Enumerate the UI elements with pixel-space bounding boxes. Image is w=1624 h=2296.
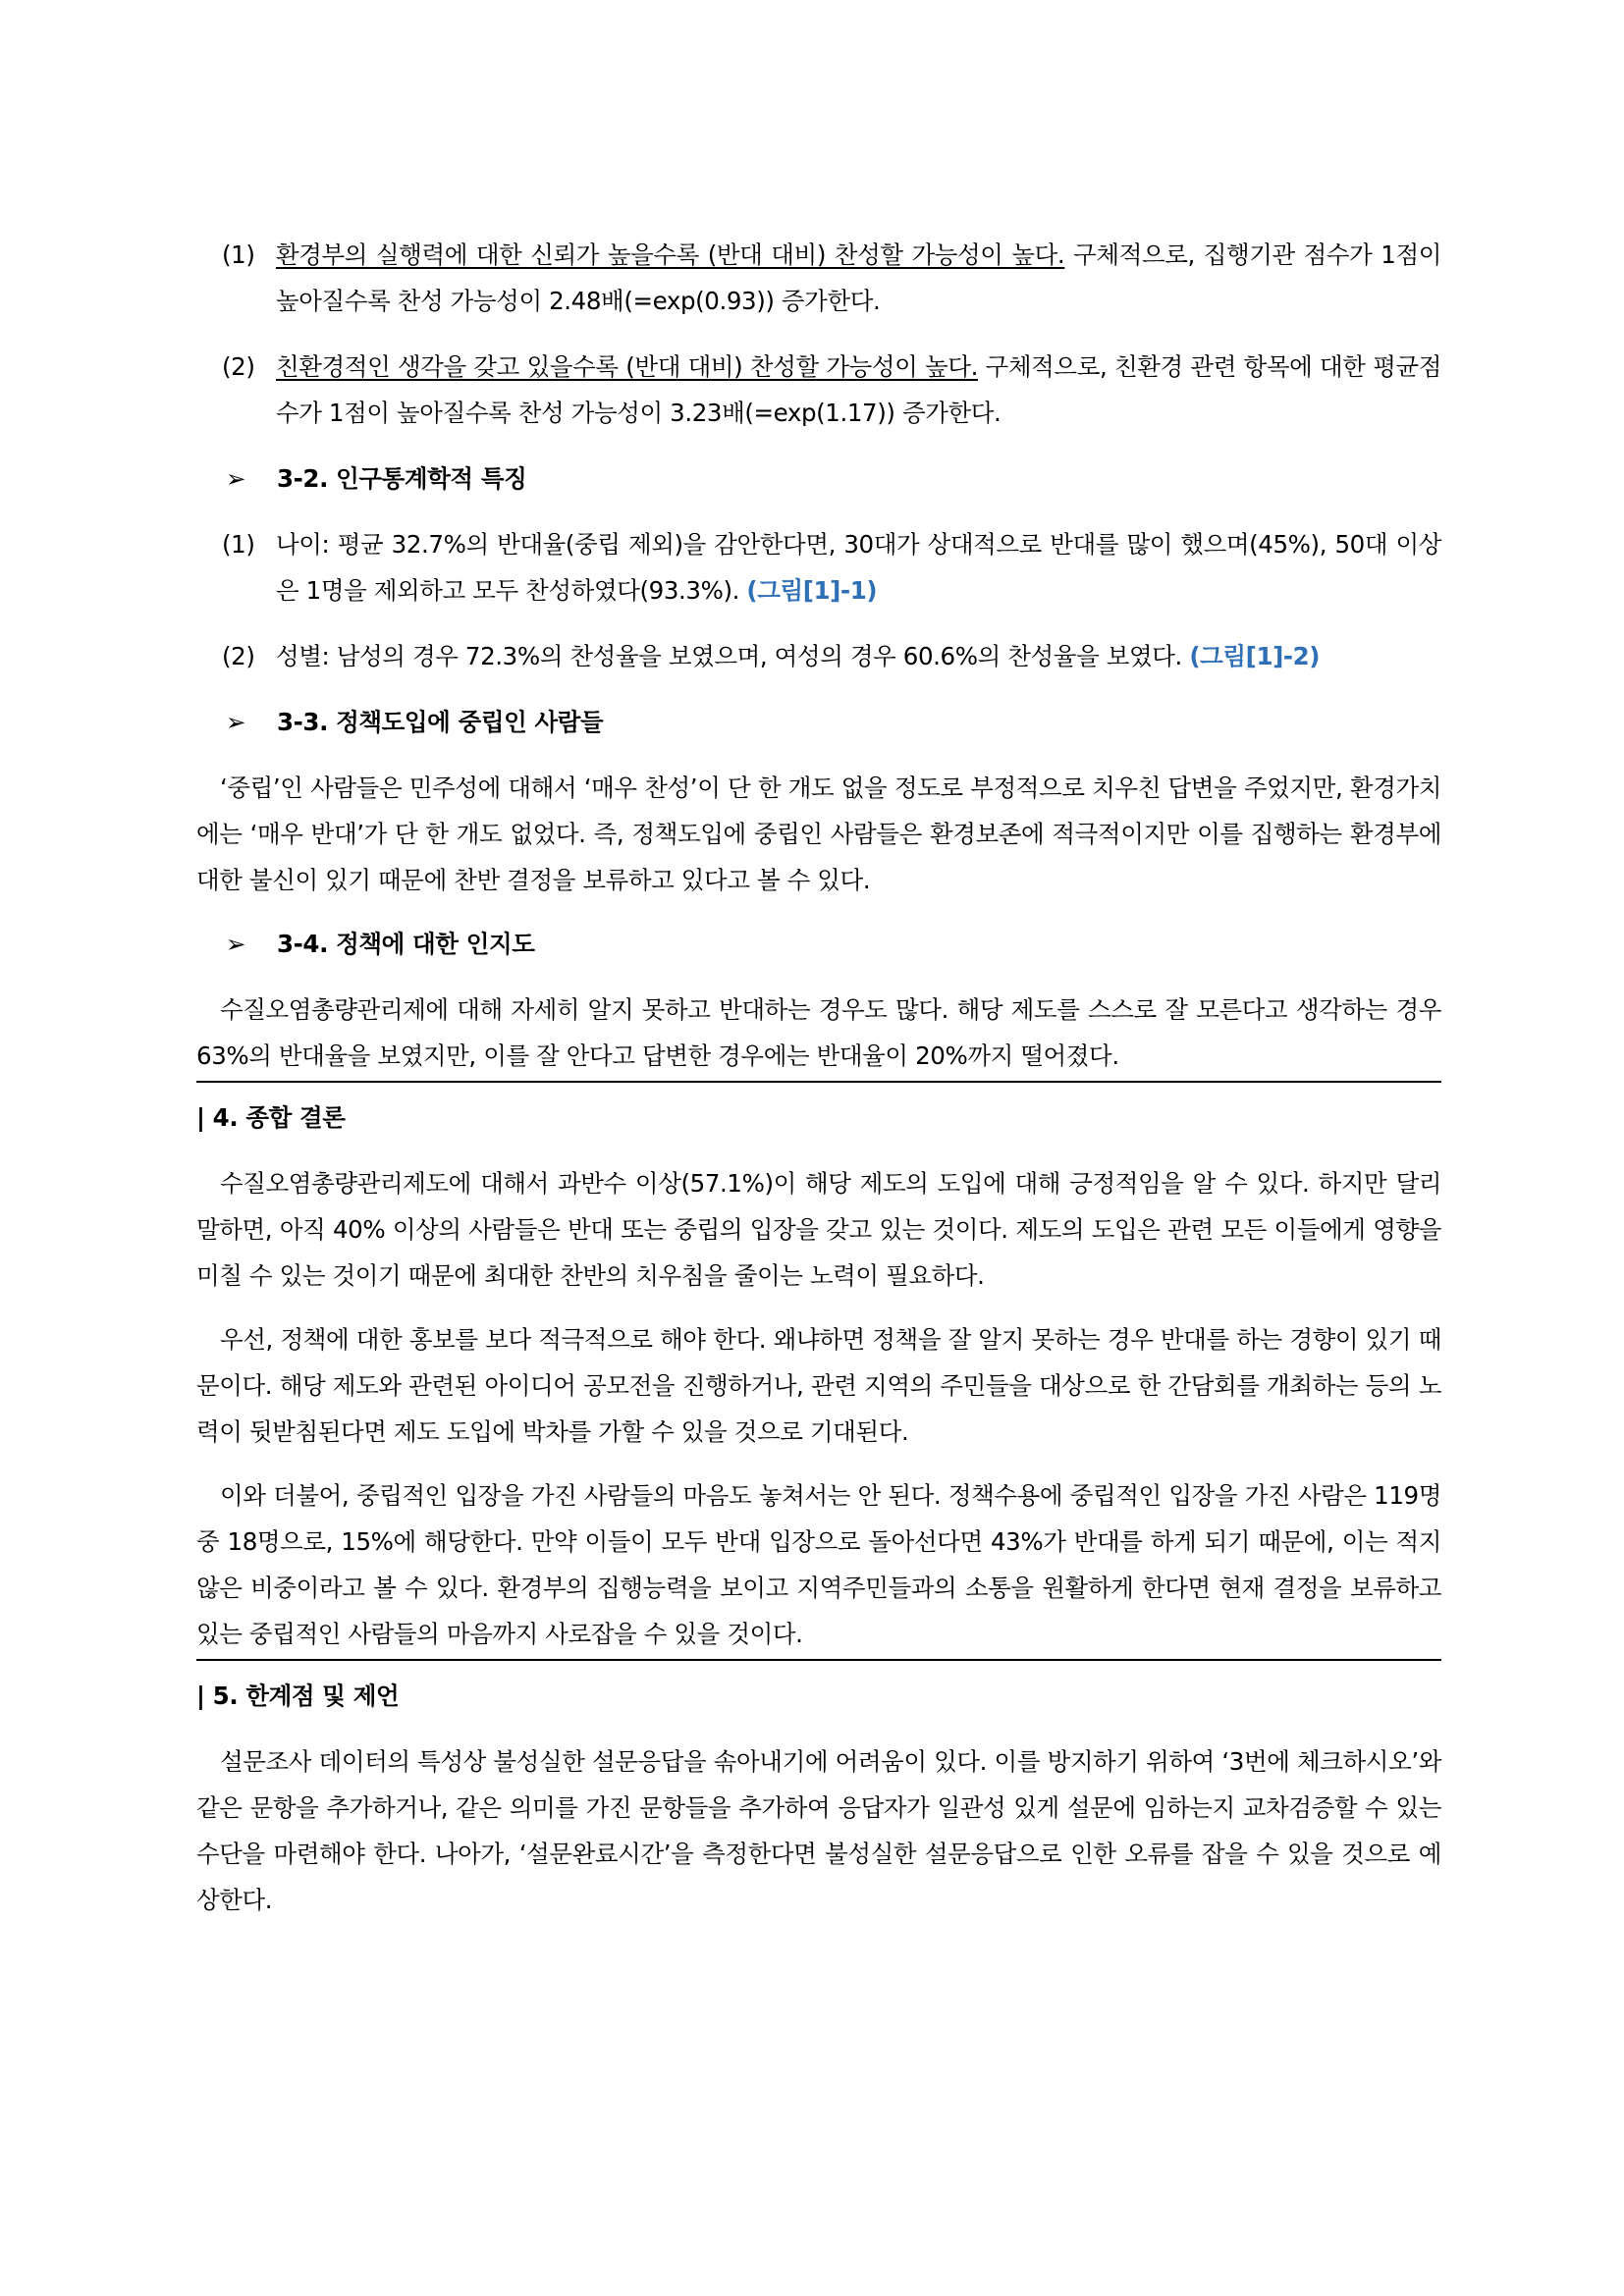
- demographic-item-gender: [196, 633, 1441, 679]
- subsection-heading-3-4: [226, 921, 1441, 967]
- conclusion-paragraph-2: 우선, 정책에 대한 홍보를 보다 적극적으로 해야 한다. 왜냐하면 정책을 잘 알지 못하는 경우 반대를 하는 경향이 있기 때문이다. 해당 제도와 관련된 아이디어 공모전을 진행하거나, 관련 지역의 주민들을 대상으로 한 간담회를 개최하는 등의 노력이 뒷받침된다면 제도 도입에 박차를 가할 수 있을 것으로 기대된다.: [196, 1325, 1441, 1446]
- subsection-heading-3-2: [226, 455, 1441, 502]
- arrow-bullet-icon: ➢: [226, 708, 246, 736]
- finding-detail-text: 구체적으로, 친환경 관련 항목에 대한 평균점수가 1점이 높아질수록 찬성 가능성이 3.23배(=exp(1.17)) 증가한다.: [276, 352, 1441, 427]
- item-number: (2): [222, 352, 255, 381]
- finding-underlined-text: 친환경적인 생각을 갖고 있을수록 (반대 대비) 찬성할 가능성이 높다.: [276, 352, 978, 381]
- finding-item-2: [196, 344, 1441, 436]
- conclusion-paragraph-1: 수질오염총량관리제도에 대해서 과반수 이상(57.1%)이 해당 제도의 도입에 대해 긍정적임을 알 수 있다. 하지만 달리 말하면, 아직 40% 이상의 사람들은 반대 또는 중립의 입장을 갖고 있는 것이다. 제도의 도입은 관련 모든 이들에게 영향을 미칠 수 있는 것이기 때문에 최대한 찬반의 치우침을 줄이는 노력이 필요하다.: [196, 1169, 1441, 1290]
- conclusion-paragraph-3: 이와 더불어, 중립적인 입장을 가진 사람들의 마음도 놓쳐서는 안 된다. 정책수용에 중립적인 입장을 가진 사람은 119명 중 18명으로, 15%에 해당한다. 만약 이들이 모두 반대 입장으로 돌아선다면 43%가 반대를 하게 되기 때문에, 이는 적지 않은 비중이라고 볼 수 있다. 환경부의 집행능력을 보이고 지역주민들과의 소통을 원활하게 한다면 현재 결정을 보류하고 있는 중립적인 사람들의 마음까지 사로잡을 수 있을 것이다.: [196, 1472, 1441, 1661]
- subsection-title: 3-2. 인구통계학적 특징: [277, 464, 527, 493]
- item-number: (1): [222, 530, 255, 559]
- item-text: 성별: 남성의 경우 72.3%의 찬성율을 보였으며, 여성의 경우 60.6%의 찬성율을 보였다.: [276, 642, 1190, 670]
- section-heading-conclusion: | 4. 종합 결론: [196, 1103, 346, 1132]
- item-number: (1): [222, 240, 255, 269]
- finding-item-1: [196, 232, 1441, 324]
- finding-detail-text: 구체적으로, 집행기관 점수가 1점이 높아질수록 찬성 가능성이 2.48배(=exp(0.93)) 증가한다.: [276, 240, 1441, 315]
- figure-reference: (그림[1]-1): [746, 576, 878, 605]
- subsection-heading-3-3: [226, 699, 1441, 745]
- figure-reference: (그림[1]-2): [1189, 642, 1321, 670]
- item-text: 나이: 평균 32.7%의 반대율(중립 제외)을 감안한다면, 30대가 상대적으로 반대를 많이 했으며(45%), 50대 이상은 1명을 제외하고 모두 찬성하였다(93.3%).: [276, 530, 1441, 605]
- subsection-title: 3-3. 정책도입에 중립인 사람들: [277, 708, 604, 736]
- document-page: [196, 232, 1441, 1941]
- subsection-title: 3-4. 정책에 대한 인지도: [277, 930, 535, 958]
- demographic-item-age: [196, 521, 1441, 614]
- item-number: (2): [222, 642, 255, 670]
- arrow-bullet-icon: ➢: [226, 930, 246, 958]
- section-heading-limitations: | 5. 한계점 및 제언: [196, 1682, 400, 1710]
- arrow-bullet-icon: ➢: [226, 464, 246, 493]
- limitations-paragraph: 설문조사 데이터의 특성상 불성실한 설문응답을 솎아내기에 어려움이 있다. 이를 방지하기 위하여 ‘3번에 체크하시오’와 같은 문항을 추가하거나, 같은 의미를 가진 문항들을 추가하여 응답자가 일관성 있게 설문에 임하는지 교차검증할 수 있는 수단을 마련해야 한다. 나아가, ‘설문완료시간’을 측정한다면 불성실한 설문응답으로 인한 오류를 잡을 수 있을 것으로 예상한다.: [196, 1747, 1441, 1914]
- neutral-paragraph: ‘중립’인 사람들은 민주성에 대해서 ‘매우 찬성’이 단 한 개도 없을 정도로 부정적으로 치우친 답변을 주었지만, 환경가치에는 ‘매우 반대’가 단 한 개도 없었다. 즉, 정책도입에 중립인 사람들은 환경보존에 적극적이지만 이를 집행하는 환경부에 대한 불신이 있기 때문에 찬반 결정을 보류하고 있다고 볼 수 있다.: [196, 774, 1441, 894]
- awareness-paragraph: 수질오염총량관리제에 대해 자세히 알지 못하고 반대하는 경우도 많다. 해당 제도를 스스로 잘 모른다고 생각하는 경우 63%의 반대율을 보였지만, 이를 잘 안다고 답변한 경우에는 반대율이 20%까지 떨어졌다.: [196, 987, 1441, 1083]
- finding-underlined-text: 환경부의 실행력에 대한 신뢰가 높을수록 (반대 대비) 찬성할 가능성이 높다.: [276, 240, 1065, 269]
